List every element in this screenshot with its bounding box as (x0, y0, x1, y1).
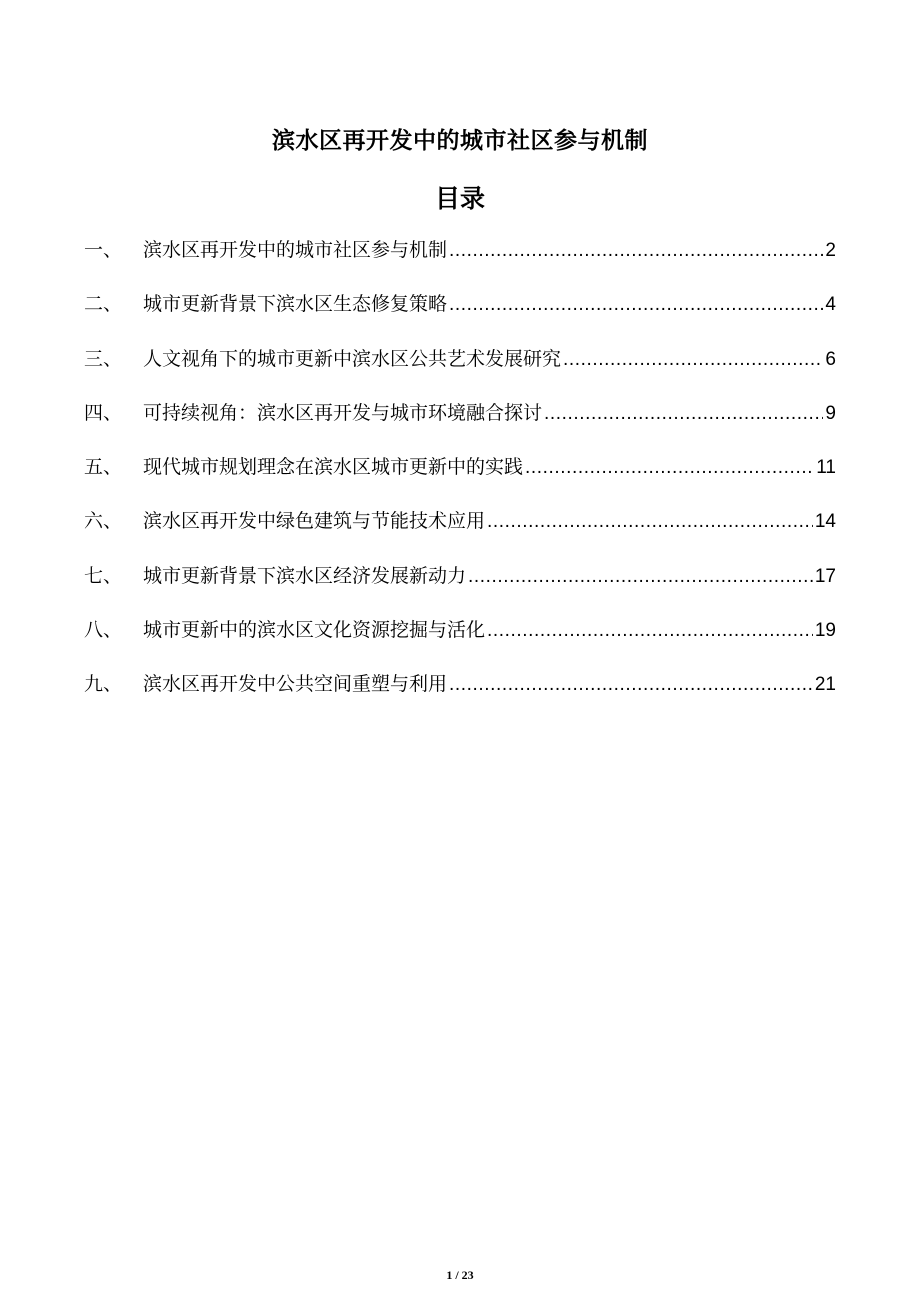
toc-entry-title: 滨水区再开发中公共空间重塑与利用 (143, 673, 448, 696)
toc-entry-number: 七、 (84, 564, 123, 587)
toc-heading: 目录 (434, 184, 485, 213)
toc-entry-number: 四、 (84, 401, 123, 424)
toc-entry-page: 17 (814, 565, 836, 587)
toc-entry-title: 滨水区再开发中的城市社区参与机制 (143, 239, 448, 261)
toc-entry-title: 城市更新中的滨水区文化资源挖掘与活化 (143, 619, 486, 642)
table-of-contents (84, 235, 836, 724)
toc-entry-page: 14 (814, 511, 836, 533)
toc-entry-title: 现代城市规划理念在滨水区城市更新中的实践 (143, 456, 524, 479)
toc-entry[interactable] (84, 452, 836, 506)
toc-entry-number: 三、 (84, 347, 123, 370)
toc-entry[interactable] (84, 235, 836, 289)
toc-entry-number: 六、 (84, 510, 123, 533)
toc-entry[interactable] (84, 561, 836, 615)
toc-dot-leader (449, 240, 823, 262)
toc-entry-page: 19 (814, 620, 836, 642)
toc-entry-title: 城市更新背景下滨水区生态修复策略 (143, 293, 448, 316)
toc-entry-number: 九、 (84, 673, 123, 696)
toc-dot-leader (468, 566, 813, 588)
toc-entry-title: 滨水区再开发中绿色建筑与节能技术应用 (143, 510, 486, 533)
toc-dot-leader (487, 620, 813, 642)
toc-entry-page: 6 (825, 348, 836, 370)
toc-dot-leader (544, 403, 823, 425)
toc-entry[interactable] (84, 289, 836, 343)
toc-dot-leader (563, 349, 823, 371)
toc-entry-number: 八、 (84, 619, 123, 642)
toc-dot-leader (449, 674, 813, 696)
toc-entry-page: 9 (825, 402, 836, 424)
toc-dot-leader (525, 457, 814, 479)
page-number-footer: 1 / 23 (446, 1268, 474, 1282)
toc-entry[interactable] (84, 344, 836, 398)
toc-entry-number: 二、 (84, 293, 123, 316)
toc-entry-number: 五、 (84, 456, 123, 479)
toc-entry-page: 4 (825, 294, 836, 316)
toc-dot-leader (487, 511, 813, 533)
document-title: 滨水区再开发中的城市社区参与机制 (272, 128, 648, 154)
toc-entry-title: 城市更新背景下滨水区经济发展新动力 (143, 564, 467, 587)
toc-entry-page: 21 (814, 674, 836, 696)
toc-entry[interactable] (84, 398, 836, 452)
toc-entry[interactable] (84, 615, 836, 669)
toc-entry[interactable] (84, 669, 836, 723)
toc-entry-number: 一、 (84, 239, 123, 261)
toc-entry[interactable] (84, 506, 836, 560)
toc-entry-title: 人文视角下的城市更新中滨水区公共艺术发展研究 (143, 347, 562, 370)
toc-dot-leader (449, 294, 823, 316)
toc-entry-page: 11 (816, 457, 836, 479)
toc-entry-page: 2 (825, 240, 836, 261)
toc-entry-title: 可持续视角：滨水区再开发与城市环境融合探讨 (143, 401, 543, 424)
